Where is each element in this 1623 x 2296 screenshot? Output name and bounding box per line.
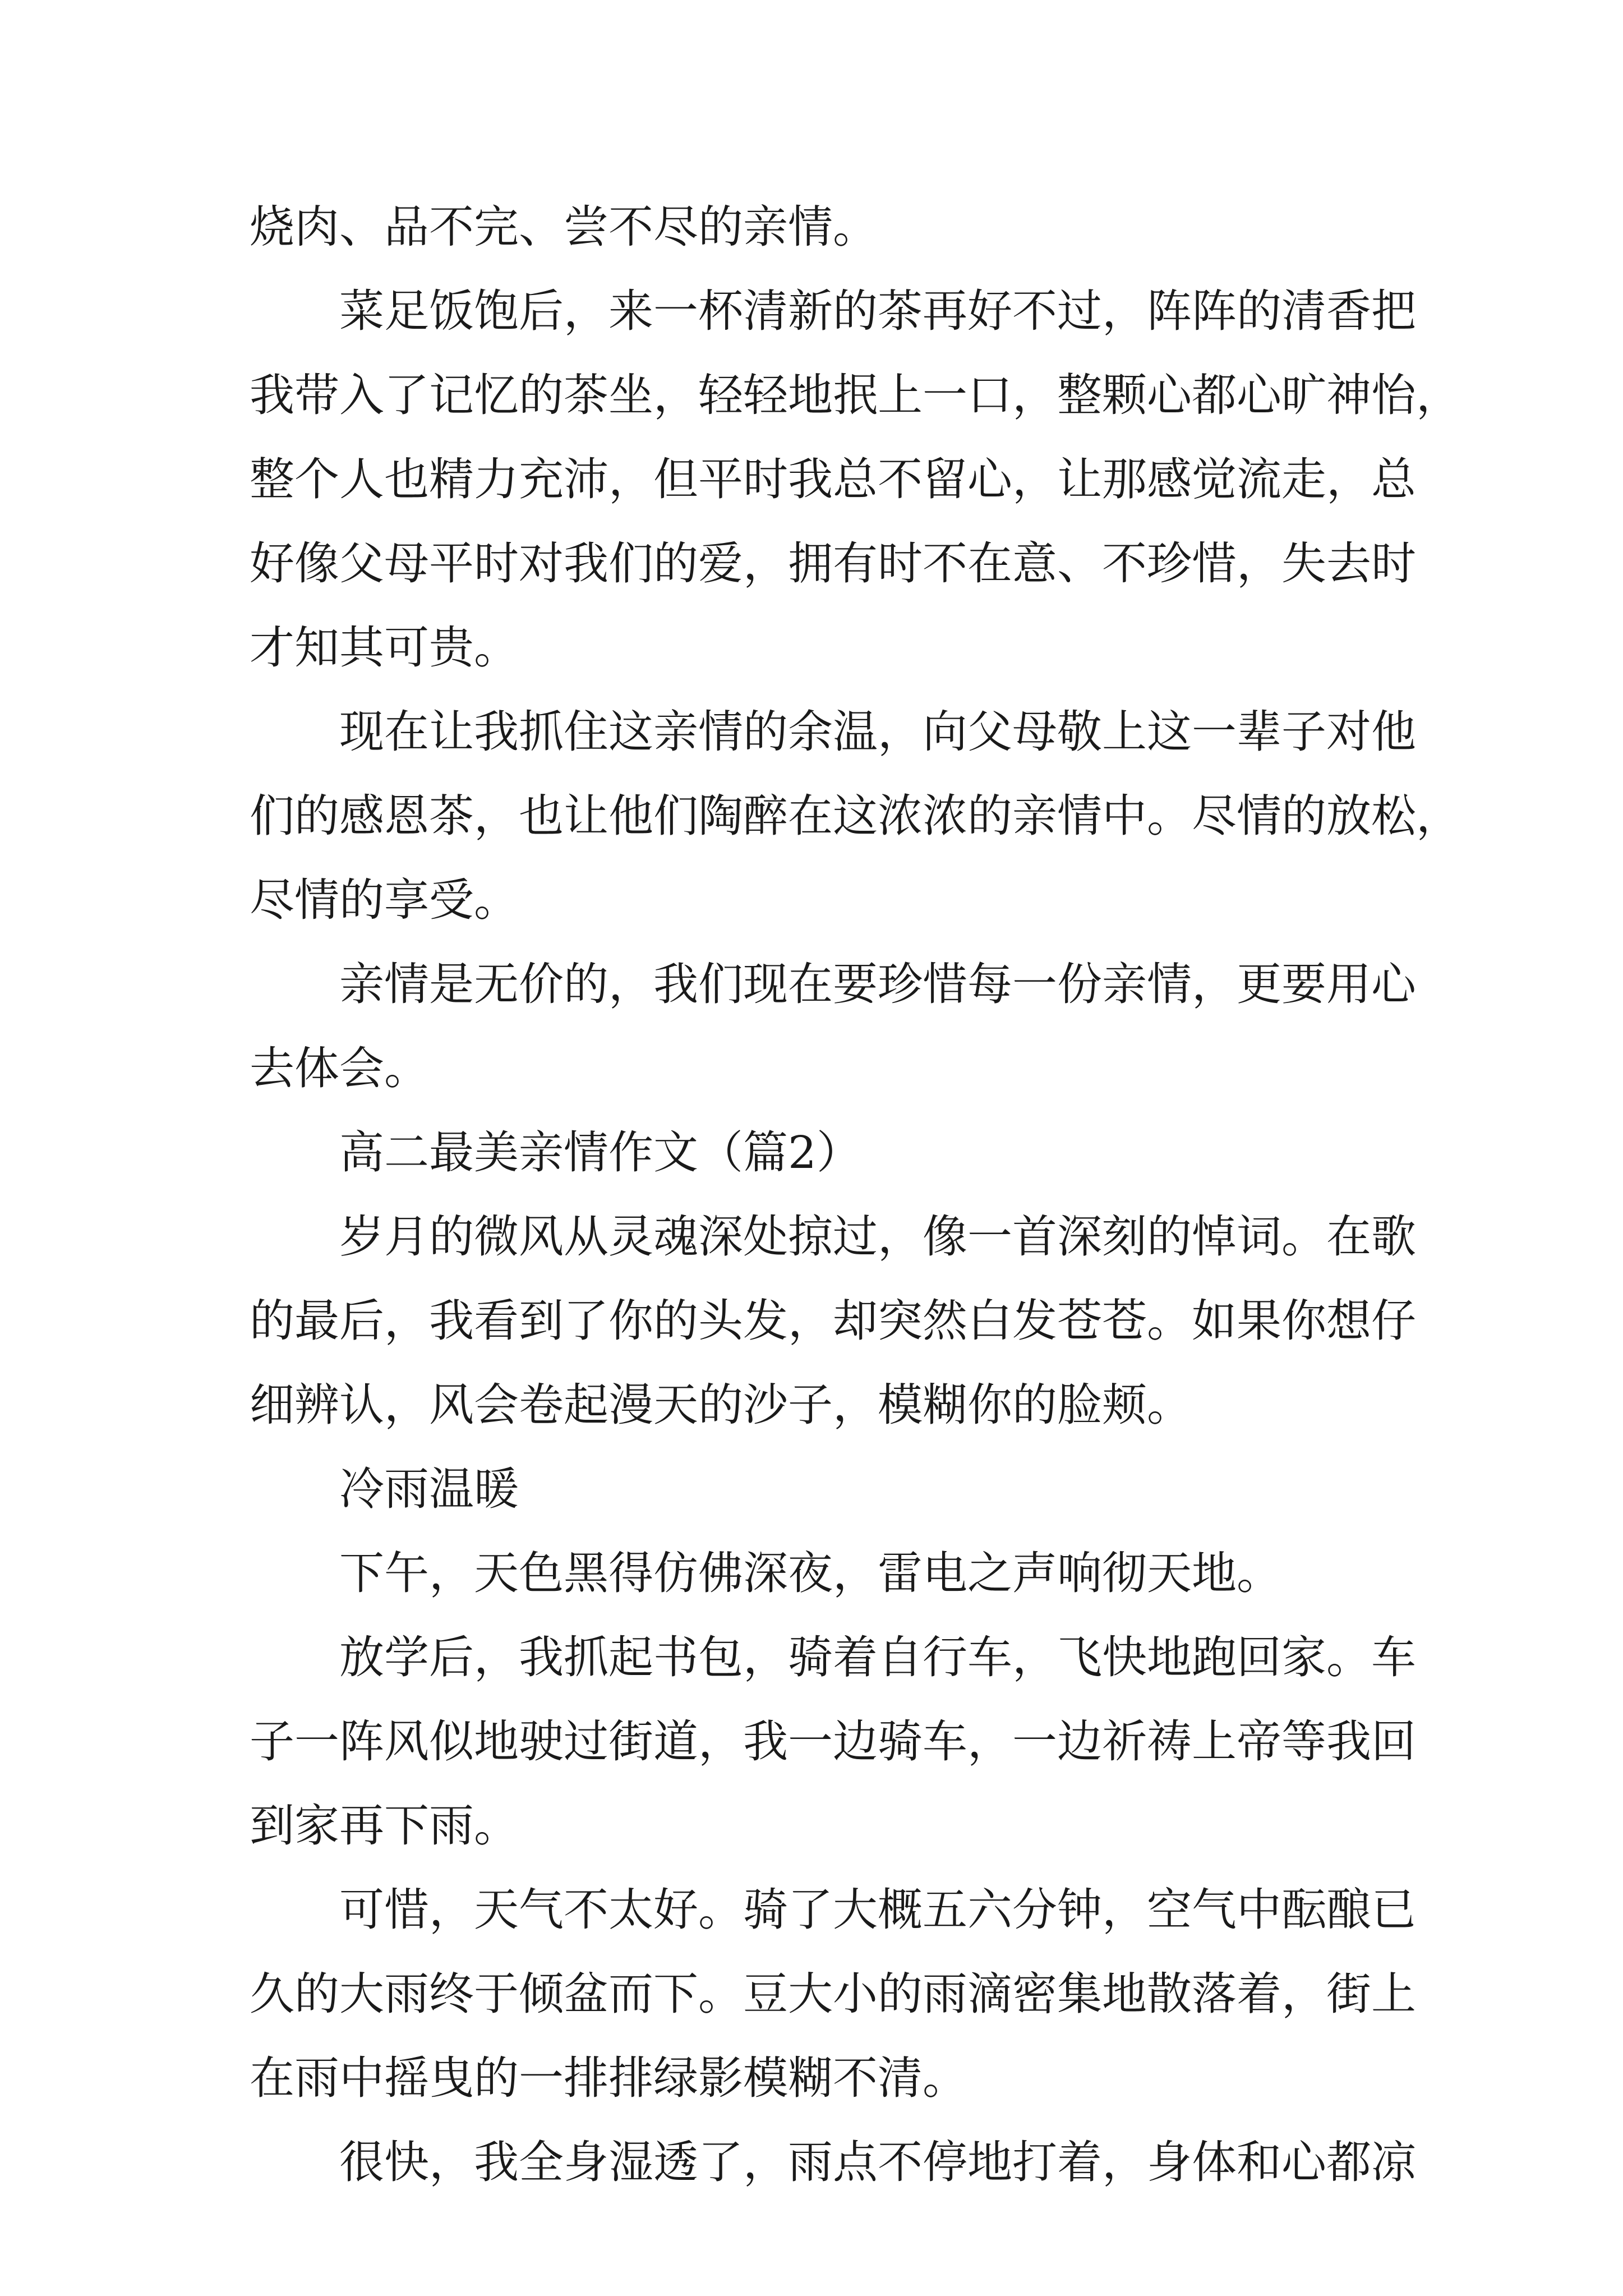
text-line: 去体会。 [250, 1042, 429, 1094]
text-line: 久的大雨终于倾盆而下。豆大小的雨滴密集地散落着，街上 [250, 1968, 1416, 2020]
text-line: 下午，天色黑得仿佛深夜，雷电之声响彻天地。 [339, 1547, 1281, 1599]
text-line: 好像父母平时对我们的爱，拥有时不在意、不珍惜，失去时 [250, 537, 1416, 590]
document-page [250, 199, 1461, 2219]
text-line: 可惜，天气不太好。骑了大概五六分钟，空气中酝酿已 [339, 1884, 1416, 1936]
text-line: 烧肉、品不完、尝不尽的亲情。 [250, 201, 878, 253]
text-line: 现在让我抓住这亲情的余温，向父母敬上这一辈子对他 [339, 706, 1416, 758]
text-line: 亲情是无价的，我们现在要珍惜每一份亲情，更要用心 [339, 958, 1416, 1010]
text-line: 放学后，我抓起书包，骑着自行车，飞快地跑回家。车 [339, 1631, 1416, 1683]
text-line: 菜足饭饱后，来一杯清新的茶再好不过，阵阵的清香把 [339, 285, 1416, 337]
text-line: 子一阵风似地驶过街道，我一边骑车，一边祈祷上帝等我回 [250, 1715, 1416, 1768]
text-line: 整个人也精力充沛，但平时我总不留心，让那感觉流走，总 [250, 453, 1416, 505]
text-line: 在雨中摇曳的一排排绿影模糊不清。 [250, 2052, 967, 2104]
text-line: 的最后，我看到了你的头发，却突然白发苍苍。如果你想仔 [250, 1295, 1416, 1347]
text-line: 岁月的微风从灵魂深处掠过，像一首深刻的悼词。在歌 [339, 1211, 1416, 1263]
subtitle: 冷雨温暖 [339, 1463, 519, 1515]
text-line: 尽情的享受。 [250, 874, 519, 926]
text-line: 我带入了记忆的茶坐，轻轻地抿上一口，整颗心都心旷神怡， [250, 369, 1461, 421]
text-line: 们的感恩茶，也让他们陶醉在这浓浓的亲情中。尽情的放松， [250, 790, 1461, 842]
text-line: 很快，我全身湿透了，雨点不停地打着，身体和心都凉 [339, 2136, 1416, 2188]
text-line: 细辨认，风会卷起漫天的沙子，模糊你的脸颊。 [250, 1379, 1192, 1431]
text-line: 到家再下雨。 [250, 1800, 519, 1852]
section-heading: 高二最美亲情作文（篇2） [339, 1126, 861, 1179]
text-line: 才知其可贵。 [250, 622, 519, 674]
